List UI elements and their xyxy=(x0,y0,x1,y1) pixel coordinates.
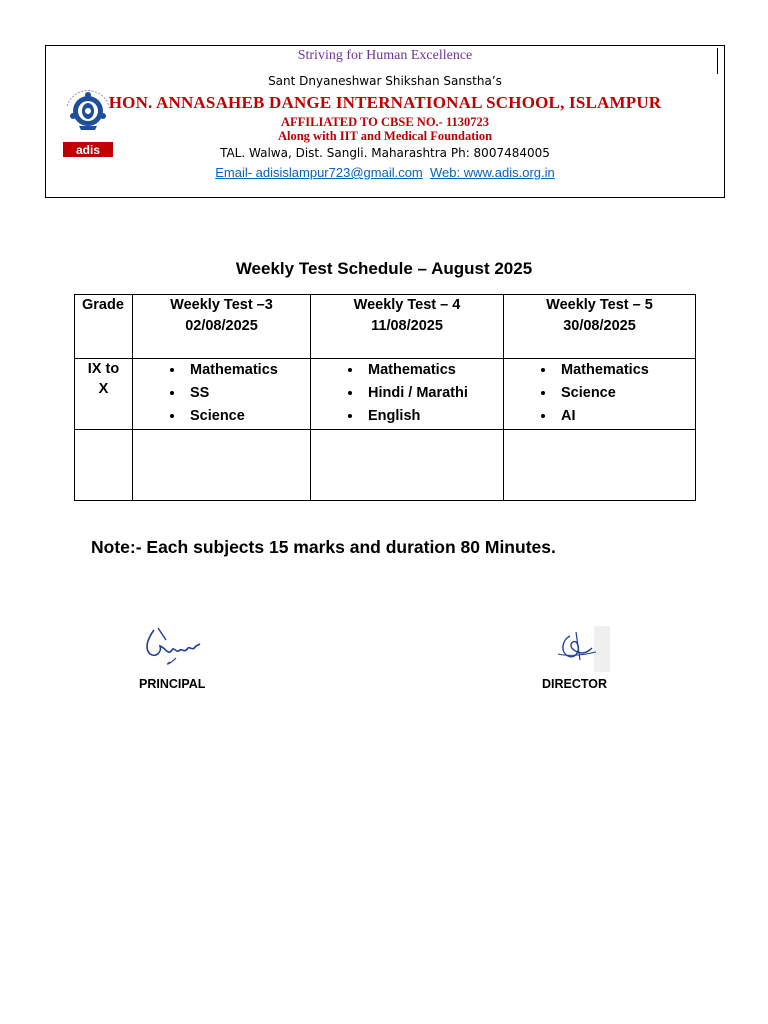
tagline: Striving for Human Excellence xyxy=(297,48,473,63)
logo-text: adis xyxy=(75,143,101,157)
affiliation: AFFILIATED TO CBSE NO.- 1130723 xyxy=(280,115,490,129)
subject-item: • AI xyxy=(556,405,695,428)
test-date: 11/08/2025 xyxy=(371,318,443,334)
test-name: Weekly Test – 4 xyxy=(353,297,461,313)
subject-item: • Science xyxy=(556,382,695,405)
director-label: DIRECTOR xyxy=(542,677,608,691)
schedule-title: Weekly Test Schedule – August 2025 xyxy=(235,259,533,278)
test-header xyxy=(311,295,504,359)
subject-list xyxy=(504,359,695,428)
contact-line xyxy=(46,165,724,180)
subject-item: • Mathematics xyxy=(556,359,695,382)
email-link[interactable]: Email- adisislampur723@gmail.com xyxy=(215,165,423,180)
schedule-table xyxy=(74,294,696,501)
empty-row xyxy=(75,430,696,501)
school-name: HON. ANNASAHEB DANGE INTERNATIONAL SCHOOL, ISLAMPUR xyxy=(108,93,662,112)
subjects-cell xyxy=(504,359,696,430)
subject-item: • English xyxy=(363,405,503,428)
foundation-line: Along with IIT and Medical Foundation xyxy=(277,129,493,143)
empty-cell xyxy=(133,430,311,501)
web-link[interactable]: Web: www.adis.org.in xyxy=(430,165,555,180)
test-date: 02/08/2025 xyxy=(185,318,258,334)
subject-item: • SS xyxy=(185,382,310,405)
subject-item: • Hindi / Marathi xyxy=(363,382,503,405)
table-header-row xyxy=(75,295,696,359)
note: Note:- Each subjects 15 marks and duration 80 Minutes. xyxy=(91,537,556,557)
empty-cell xyxy=(75,430,133,501)
empty-cell xyxy=(311,430,504,501)
empty-cell xyxy=(504,430,696,501)
test-header xyxy=(133,295,311,359)
address: TAL. Walwa, Dist. Sangli. Maharashtra Ph: 8007484005 xyxy=(220,146,550,160)
principal-signature xyxy=(140,624,204,670)
letterhead xyxy=(45,45,725,198)
test-date: 30/08/2025 xyxy=(563,318,636,334)
subject-item: • Science xyxy=(185,405,310,428)
grade-header: Grade xyxy=(75,295,133,359)
test-header xyxy=(504,295,696,359)
subject-list xyxy=(311,359,503,428)
test-name: Weekly Test –3 xyxy=(170,297,273,313)
principal-label: PRINCIPAL xyxy=(139,677,206,691)
grade-cell: IX to X xyxy=(75,359,133,430)
subject-item: • Mathematics xyxy=(363,359,503,382)
table-row xyxy=(75,359,696,430)
director-signature xyxy=(546,626,616,672)
subjects-cell xyxy=(133,359,311,430)
trust-name: Sant Dnyaneshwar Shikshan Sanstha’s xyxy=(268,74,502,88)
subject-list xyxy=(133,359,310,428)
subject-item: • Mathematics xyxy=(185,359,310,382)
subjects-cell xyxy=(311,359,504,430)
test-name: Weekly Test – 5 xyxy=(546,297,653,313)
